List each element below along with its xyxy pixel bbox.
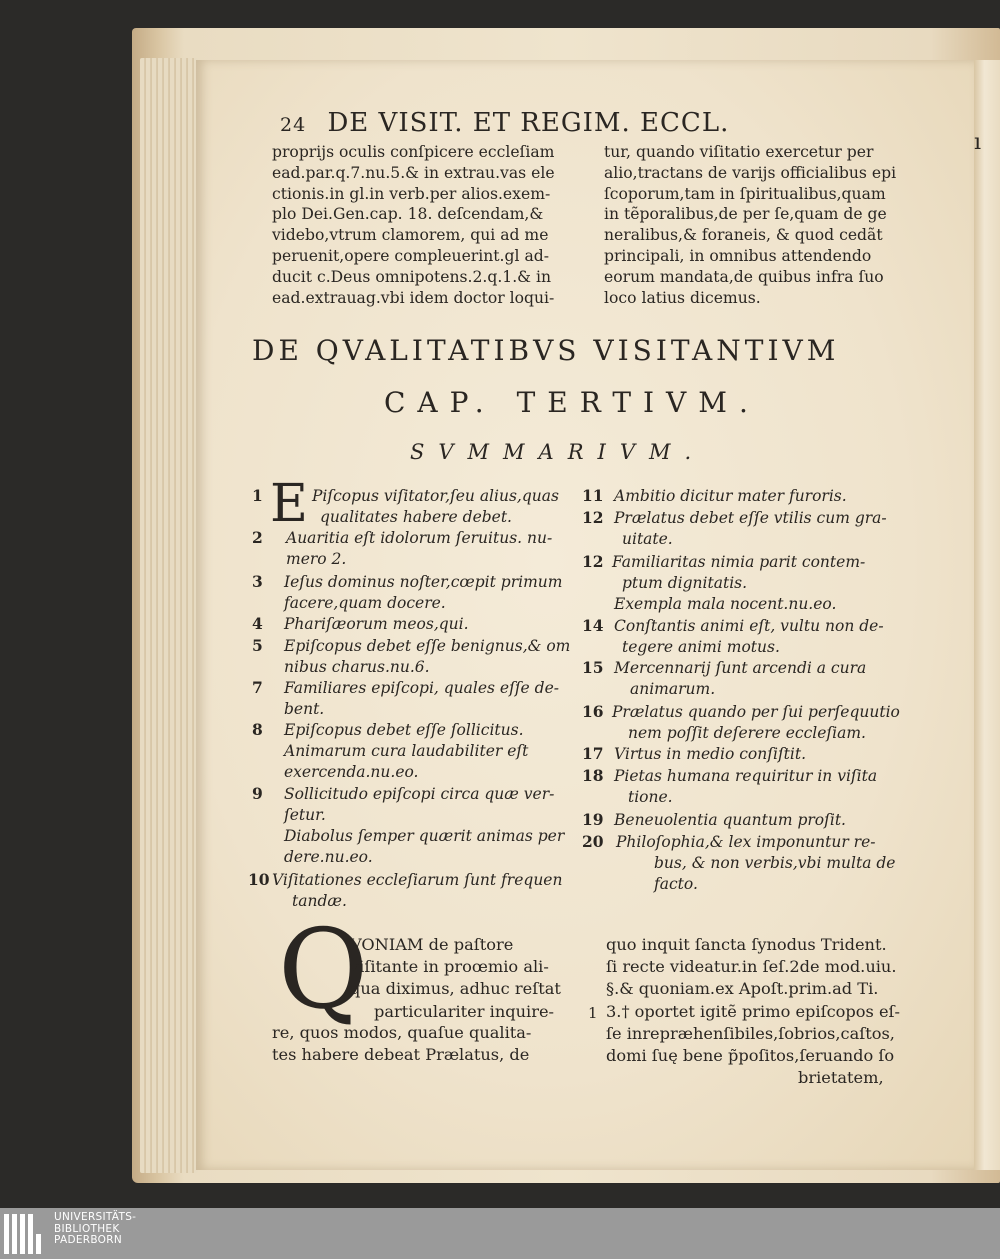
text-line: ſcoporum,tam in ſpiritualibus,quam — [604, 184, 886, 203]
entry-number: 17 — [582, 744, 604, 763]
entry-line: facere,quam docere. — [284, 594, 446, 612]
entry-number: 18 — [582, 766, 604, 785]
entry-line: Animarum cura laudabiliter eſt — [284, 742, 529, 760]
entry-line: exercenda.nu.eo. — [284, 763, 419, 781]
entry-line: Viſitationes eccleſiarum ſunt frequen — [272, 871, 563, 889]
entry-line: Sollicitudo epiſcopi circa quæ ver- — [284, 785, 555, 803]
text-line: tur, quando viſitatio exercetur per — [604, 143, 874, 161]
text-line: loco latius dicemus. — [604, 288, 761, 307]
library-name-line: BIBLIOTHEK — [54, 1222, 120, 1235]
entry-number: 9 — [252, 784, 263, 803]
entry-line: uitate. — [622, 530, 673, 548]
entry-line: Prælatus debet eſſe vtilis cum gra- — [614, 509, 887, 527]
text-line: in tẽporalibus,de per ſe,quam de ge — [604, 205, 887, 224]
body-right — [606, 934, 900, 1089]
entry-number: 20 — [582, 832, 604, 851]
text-line: ducit c.Deus omnipotens.2.q.1.& in — [272, 267, 552, 286]
entry-line: Familiaritas nimia parit contem- — [612, 553, 866, 571]
text-line: qua diximus, adhuc reſtat — [350, 979, 561, 999]
text-line: ead.par.q.7.nu.5.& in extrau.vas ele — [272, 163, 555, 182]
entry-line: tione. — [628, 788, 673, 806]
entry-line: Virtus in medio conſiſtit. — [614, 745, 807, 763]
entry-line: Exempla mala nocent.nu.eo. — [614, 595, 837, 613]
entry-number: 3 — [252, 572, 263, 591]
entry-line: bus, & non verbis,vbi multa de — [654, 854, 896, 872]
text-line: domi ſuę bene p̃poſitos,ſeruando ſo — [606, 1046, 895, 1066]
entry-line: Conſtantis animi eſt, vultu non de- — [614, 617, 884, 635]
entry-number: 7 — [252, 678, 263, 697]
entry-line: bent. — [284, 700, 325, 718]
entry-line: ptum dignitatis. — [622, 574, 748, 592]
entry-line: Familiares epiſcopi, quales eſſe de- — [284, 679, 559, 697]
text-line: peruenit,opere compleuerint.gl ad- — [272, 246, 549, 265]
top-right-column — [604, 142, 896, 308]
text-line: 3.† oportet igitẽ primo epiſcopos eſ- — [606, 1001, 900, 1021]
page-number: 24 — [280, 114, 307, 136]
library-name — [54, 1212, 136, 1247]
top-left-column — [272, 142, 555, 308]
body-left-indented — [350, 934, 561, 1023]
entry-number: 8 — [252, 720, 263, 739]
text-line: plo Dei.Gen.cap. 18. deſcendam,& — [272, 205, 544, 224]
entry-line: Piſcopus viſitator,ſeu alius,quas — [312, 487, 559, 505]
facing-page-mark: ı — [974, 130, 982, 155]
entry-number: 19 — [582, 810, 604, 829]
text-line: ctionis.in gl.in verb.per alios.exem- — [272, 184, 551, 203]
entry-line: tandæ. — [292, 892, 347, 910]
text-line: re, quos modos, quaſue qualita- — [272, 1023, 532, 1042]
facing-page-edge — [974, 60, 1000, 1170]
chapter-title: DE QVALITATIBVS VISITANTIVM — [252, 334, 840, 367]
entry-number: 15 — [582, 658, 604, 677]
entry-number: 4 — [252, 614, 263, 633]
entry-line: Phariſæorum meos,qui. — [284, 615, 469, 633]
running-head-title: DE VISIT. ET REGIM. ECCL. — [327, 108, 730, 138]
entry-line: Philoſophia,& lex imponuntur re- — [616, 833, 876, 851]
entry-number: 11 — [582, 486, 604, 505]
text-line: ſi recte videatur.in ſeſ.2de mod.uiu. — [606, 957, 897, 977]
text-line: particulariter inquire- — [374, 1001, 554, 1021]
entry-line: Epiſcopus debet eſſe benignus,& om — [284, 637, 571, 655]
entry-line: tegere animi motus. — [622, 638, 780, 656]
text-line: ſe inrepræhenſibiles,ſobrios,caſtos, — [606, 1023, 895, 1043]
entry-number: 12 — [582, 552, 604, 571]
entry-number: 12 — [582, 508, 604, 527]
entry-line: Ambitio dicitur mater furoris. — [614, 487, 847, 505]
entry-line: Ieſus dominus noſter,cœpit primum — [284, 573, 563, 591]
entry-number: 1 — [252, 486, 263, 505]
entry-line: Auaritia eſt idolorum ſeruitus. nu- — [286, 529, 553, 547]
chapter-subtitle: CAP. TERTIVM. — [384, 386, 760, 419]
text-line: VONIAM de paſtore — [350, 935, 514, 954]
initial-letter-e: E — [270, 474, 308, 534]
text-line: principali, in omnibus attendendo — [604, 246, 872, 265]
entry-line: ſetur. — [284, 806, 326, 824]
library-footer — [0, 1208, 1000, 1259]
text-line: ead.extrauag.vbi idem doctor loqui- — [272, 288, 555, 307]
entry-number: 10 — [248, 870, 270, 889]
entry-line: qualitates habere debet. — [320, 508, 512, 526]
text-line: eorum mandata,de quibus infra ſuo — [604, 267, 884, 286]
body-left-full — [272, 1022, 531, 1066]
entry-line: facto. — [654, 875, 698, 893]
text-line: viſitante in proœmio ali- — [350, 957, 549, 977]
entry-line: animarum. — [630, 680, 716, 698]
entry-line: nem poſſit deſerere eccleſiam. — [628, 724, 866, 742]
summary-heading: SVMMARIVM. — [410, 440, 706, 464]
text-line: proprijs oculis conſpicere eccleſiam — [272, 143, 555, 161]
entry-line: Diabolus ſemper quærit animas per — [284, 827, 565, 845]
library-name-line: UNIVERSITÄTS- — [54, 1211, 137, 1223]
text-line: neralibus,& foraneis, & quod cedãt — [604, 226, 883, 245]
entry-line: dere.nu.eo. — [284, 848, 373, 866]
entry-line: Prælatus quando per ſui perſequutio — [612, 703, 900, 721]
library-logo-icon — [4, 1214, 46, 1254]
entry-line: Epiſcopus debet eſſe ſollicitus. — [284, 721, 524, 739]
entry-line: Beneuolentia quantum proſit. — [614, 811, 846, 829]
entry-number: 5 — [252, 636, 263, 655]
text-line: §.& quoniam.ex Apoſt.prim.ad Ti. — [606, 979, 879, 999]
running-head — [280, 108, 729, 138]
entry-line: nibus charus.nu.6. — [284, 658, 430, 676]
entry-line: Pietas humana requiritur in viſita — [614, 767, 878, 785]
text-line: videbo,vtrum clamorem, qui ad me — [272, 226, 549, 245]
entry-number: 2 — [252, 528, 263, 547]
library-name-line: PADERBORN — [54, 1234, 122, 1246]
entry-line: mero 2. — [286, 550, 347, 568]
text-line: alio,tractans de varijs officialibus epi — [604, 163, 897, 182]
initial-letter-q: Q — [278, 905, 369, 1033]
text-line: tes habere debeat Prælatus, de — [272, 1045, 530, 1065]
text-line: quo inquit ſancta ſynodus Trident. — [606, 935, 887, 954]
text-line: brietatem, — [798, 1068, 884, 1088]
entry-line: Mercennarij ſunt arcendi a cura — [614, 659, 867, 677]
margin-number: 1 — [588, 1004, 598, 1022]
page-edges — [140, 58, 198, 1173]
entry-number: 16 — [582, 702, 604, 721]
entry-number: 14 — [582, 616, 604, 635]
